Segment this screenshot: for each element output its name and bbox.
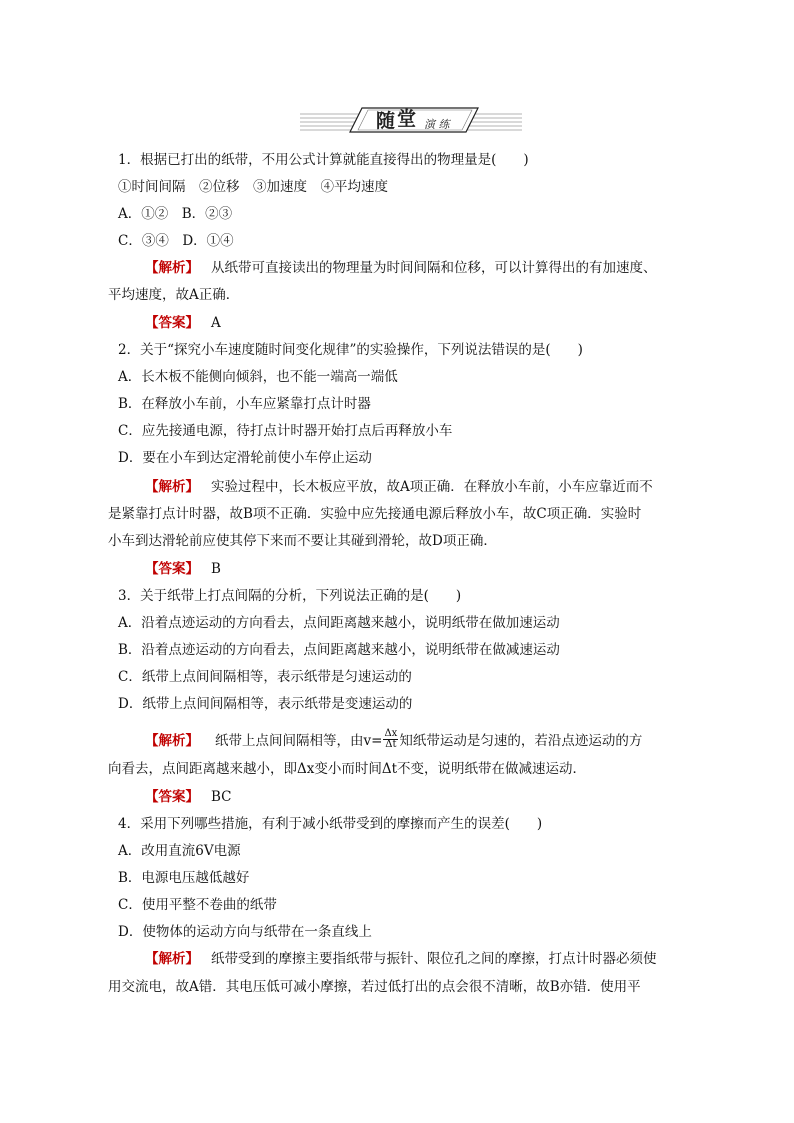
q3-analysis-line-1 xyxy=(145,728,643,751)
q2-analysis-line-1 xyxy=(145,477,653,497)
analysis-tag: 【解析】 xyxy=(145,479,199,495)
q2-analysis-line-2: 是紧靠打点计时器，故B项不正确．实验中应先接通电源后释放小车，故C项正确．实验时 xyxy=(108,506,642,522)
header-char-1: 随 xyxy=(376,110,396,132)
q1-options-cd: C．③④ D．①④ xyxy=(118,233,234,249)
q3-option-c: C．纸带上点间间隔相等，表示纸带是匀速运动的 xyxy=(118,669,412,685)
q3-answer-line xyxy=(145,787,232,807)
fraction-numerator: Δx xyxy=(384,728,398,739)
q4-analysis-line-1 xyxy=(145,949,657,969)
q1-analysis-line-2: 平均速度，故A正确． xyxy=(108,287,240,303)
q2-answer: B xyxy=(211,561,221,577)
analysis-tag: 【解析】 xyxy=(145,260,199,276)
q4-option-b: B．电源电压越低越好 xyxy=(118,870,250,886)
q1-options-ab: A．①② B．②③ xyxy=(118,206,233,222)
q2-option-a: A．长木板不能侧向倾斜，也不能一端高一端低 xyxy=(118,369,398,385)
answer-tag: 【答案】 xyxy=(145,789,199,805)
q2-answer-line xyxy=(145,559,221,579)
q3-option-a: A．沿着点迹运动的方向看去，点间距离越来越小，说明纸带在做加速运动 xyxy=(118,615,560,631)
q3-option-d: D．纸带上点间间隔相等，表示纸带是变速运动的 xyxy=(118,696,413,712)
section-header-banner xyxy=(300,100,522,140)
q3-analysis-line-2: 向看去，点间距离越来越小，即Δx变小而时间Δt不变，说明纸带在做减速运动． xyxy=(108,761,587,777)
analysis-tag: 【解析】 xyxy=(145,951,199,967)
analysis-tag: 【解析】 xyxy=(145,733,199,749)
answer-tag: 【答案】 xyxy=(145,315,199,331)
q2-option-d: D．要在小车到达定滑轮前使小车停止运动 xyxy=(118,450,372,466)
q4-option-d: D．使物体的运动方向与纸带在一条直线上 xyxy=(118,924,372,940)
q1-analysis-line-1 xyxy=(145,258,657,278)
header-char-2: 堂 xyxy=(397,108,417,130)
q1-items: ①时间间隔 ②位移 ③加速度 ④平均速度 xyxy=(118,179,388,195)
q4-analysis-text: 纸带受到的摩擦主要指纸带与振针、限位孔之间的摩擦，打点计时器必须使 xyxy=(211,951,657,967)
header-subtitle: 演 练 xyxy=(424,118,450,131)
q1-answer: A xyxy=(211,315,221,331)
answer-tag: 【答案】 xyxy=(145,561,199,577)
q2-analysis-text: 实验过程中，长木板应平放，故A项正确．在释放小车前，小车应靠近而不 xyxy=(211,479,653,495)
q1-stem: 1．根据已打出的纸带，不用公式计算就能直接得出的物理量是( ) xyxy=(118,152,529,168)
q3-option-b: B．沿着点迹运动的方向看去，点间距离越来越小，说明纸带在做减速运动 xyxy=(118,642,560,658)
q4-analysis-line-2: 用交流电，故A错．其电压低可减小摩擦，若过低打出的点会很不清晰，故B亦错．使用平 xyxy=(108,979,641,995)
q1-analysis-text: 从纸带可直接读出的物理量为时间间隔和位移，可以计算得出的有加速度、 xyxy=(211,260,657,276)
q3-stem: 3．关于纸带上打点间隔的分析，下列说法正确的是( ) xyxy=(118,588,462,604)
velocity-fraction xyxy=(383,729,398,750)
q4-stem: 4．采用下列哪些措施，有利于减小纸带受到的摩擦而产生的误差( ) xyxy=(118,816,543,832)
fraction-denominator: Δt xyxy=(385,739,397,750)
q4-option-a: A．改用直流6V电源 xyxy=(118,843,241,859)
q2-option-c: C．应先接通电源，待打点计时器开始打点后再释放小车 xyxy=(118,423,453,439)
q2-stem: 2．关于“探究小车速度随时间变化规律”的实验操作，下列说法错误的是( ) xyxy=(118,342,583,358)
q4-option-c: C．使用平整不卷曲的纸带 xyxy=(118,897,277,913)
q3-analysis-text-b: 知纸带运动是匀速的，若沿点迹运动的方 xyxy=(399,733,643,749)
q3-answer: BC xyxy=(211,789,232,805)
q2-option-b: B．在释放小车前，小车应紧靠打点计时器 xyxy=(118,396,371,412)
q2-analysis-line-3: 小车到达滑轮前应使其停下来而不要让其碰到滑轮，故D项正确． xyxy=(108,533,497,549)
q1-answer-line xyxy=(145,313,221,333)
banner-graphic xyxy=(300,100,522,140)
q3-analysis-text-a: 纸带上点间间隔相等，由v= xyxy=(215,733,383,749)
